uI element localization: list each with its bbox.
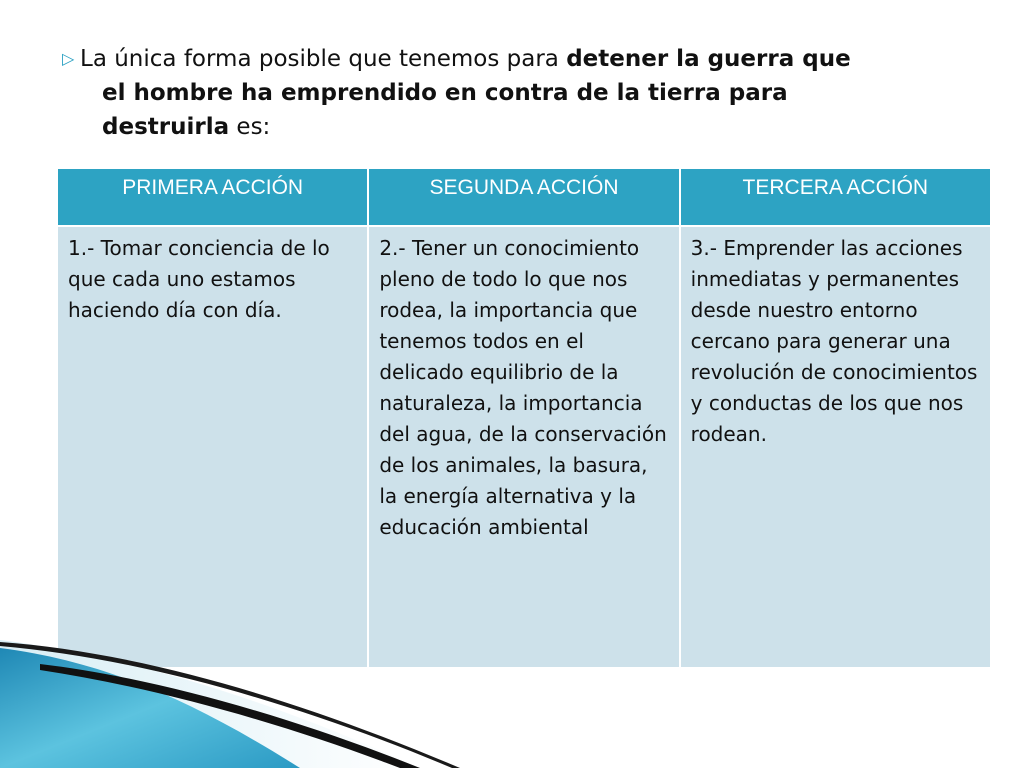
cell-segunda-accion: 2.- Tener un conocimiento pleno de todo lo que nos rodea, la importancia que tenemos todos en el delicado equilibrio de la naturaleza, la importancia del agua, de la conservación de los animales, la basura, la energía alternativa y la educación ambiental xyxy=(368,226,679,668)
intro-bold-3: destruirla xyxy=(102,114,230,140)
intro-text-before: La única forma posible que tenemos para xyxy=(80,46,567,72)
cell-primera-accion: 1.- Tomar conciencia de lo que cada uno estamos haciendo día con día. xyxy=(57,226,368,668)
header-primera-accion: PRIMERA ACCIÓN xyxy=(57,168,368,226)
header-tercera-accion: TERCERA ACCIÓN xyxy=(680,168,991,226)
actions-table xyxy=(56,167,992,669)
intro-paragraph xyxy=(62,42,972,144)
cell-tercera-accion: 3.- Emprender las acciones inmediatas y permanentes desde nuestro entorno cercano para generar una revolución de conocimientos y conductas de los que nos rodean. xyxy=(680,226,991,668)
decorative-swoosh xyxy=(0,600,1024,768)
header-segunda-accion: SEGUNDA ACCIÓN xyxy=(368,168,679,226)
triangle-bullet-icon: ▷ xyxy=(62,49,75,68)
table-header-row xyxy=(57,168,991,226)
intro-bold-2: el hombre ha emprendido en contra de la tierra para xyxy=(102,80,788,106)
intro-text-after: es: xyxy=(229,114,271,140)
intro-bold-1: detener la guerra que xyxy=(566,46,851,72)
